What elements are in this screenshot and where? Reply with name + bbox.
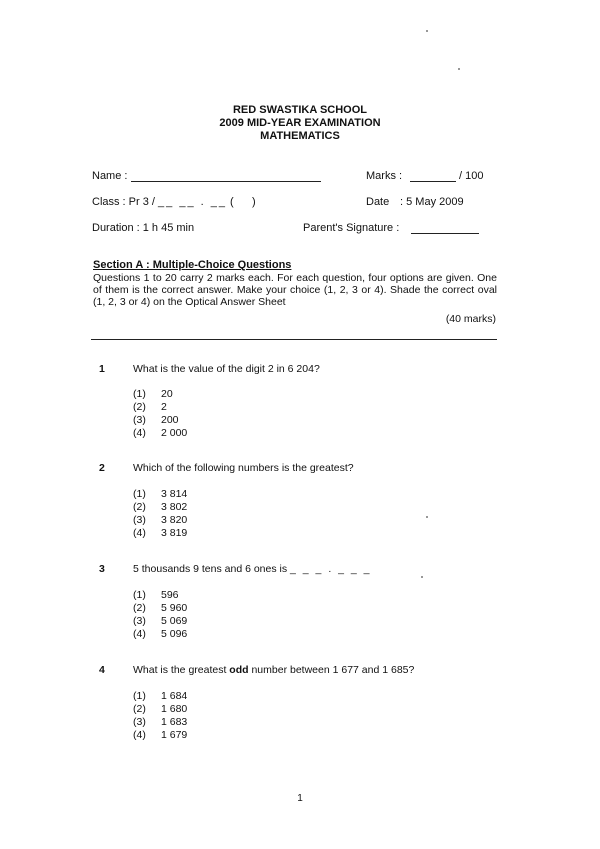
option: (1) 20	[133, 388, 173, 400]
section-divider	[91, 339, 497, 340]
option: (1) 596	[133, 589, 179, 601]
question-1-text: What is the value of the digit 2 in 6 204?	[133, 363, 320, 375]
option: (1) 3 814	[133, 488, 188, 500]
date-label: Date	[366, 196, 390, 208]
marks-label: Marks :	[366, 170, 403, 182]
date-value: : 5 May 2009	[400, 196, 464, 208]
option: (4) 5 096	[133, 628, 188, 640]
option: (2) 1 680	[133, 703, 188, 715]
question-3-text-row	[133, 563, 372, 575]
class-label: Class : Pr 3 /	[92, 196, 159, 208]
scan-speck	[426, 516, 428, 518]
question-3-number: 3	[99, 563, 105, 575]
class-row	[92, 196, 256, 208]
marks-total: / 100	[459, 170, 484, 182]
class-index-paren: ( )	[230, 196, 256, 208]
option: (3) 3 820	[133, 514, 188, 526]
school-name: RED SWASTIKA SCHOOL	[232, 104, 368, 116]
question-4-text: What is the greatest odd number between 1 677 and 1 685?	[133, 664, 415, 676]
option: (4) 2 000	[133, 427, 188, 439]
option: (2) 2	[133, 401, 167, 413]
section-title: Section A : Multiple-Choice Questions	[93, 259, 292, 271]
signature-label: Parent's Signature :	[303, 222, 400, 234]
question-1-options	[133, 388, 187, 440]
option: (3) 5 069	[133, 615, 188, 627]
signature-field[interactable]	[411, 233, 479, 234]
page-number: 1	[297, 793, 303, 804]
question-3-options	[133, 589, 187, 641]
class-field[interactable]: __ __ . __	[158, 196, 227, 208]
exam-title: 2009 MID-YEAR EXAMINATION	[219, 117, 381, 129]
option: (3) 200	[133, 414, 179, 426]
scan-speck	[426, 30, 428, 32]
option: (2) 5 960	[133, 602, 188, 614]
name-label: Name :	[92, 170, 128, 182]
subject-title: MATHEMATICS	[260, 130, 340, 142]
question-1-number: 1	[99, 363, 105, 375]
question-3-text: 5 thousands 9 tens and 6 ones is	[133, 563, 288, 575]
answer-blank: _ _ _ . _ _ _	[290, 563, 372, 575]
section-instructions: Questions 1 to 20 carry 2 marks each. For each question, four options are given. One of them is the correct answer. Make your choice (1, 2, 3 or 4). Shade the correct oval (1, 2, 3 or 4) on the Optical Answer Sheet	[93, 272, 497, 308]
question-4-options	[133, 690, 187, 742]
question-2-text: Which of the following numbers is the greatest?	[133, 462, 354, 474]
option: (4) 1 679	[133, 729, 188, 741]
name-field[interactable]	[131, 181, 321, 182]
option: (4) 3 819	[133, 527, 188, 539]
emphasis-odd: odd	[229, 664, 249, 676]
option: (2) 3 802	[133, 501, 188, 513]
question-2-number: 2	[99, 462, 105, 474]
section-marks: (40 marks)	[445, 313, 496, 325]
scan-speck	[458, 68, 460, 70]
option: (1) 1 684	[133, 690, 188, 702]
scan-speck	[421, 576, 423, 578]
question-4-number: 4	[99, 664, 105, 676]
option: (3) 1 683	[133, 716, 188, 728]
question-2-options	[133, 488, 187, 540]
duration-label: Duration : 1 h 45 min	[92, 222, 195, 234]
marks-field[interactable]	[410, 181, 456, 182]
